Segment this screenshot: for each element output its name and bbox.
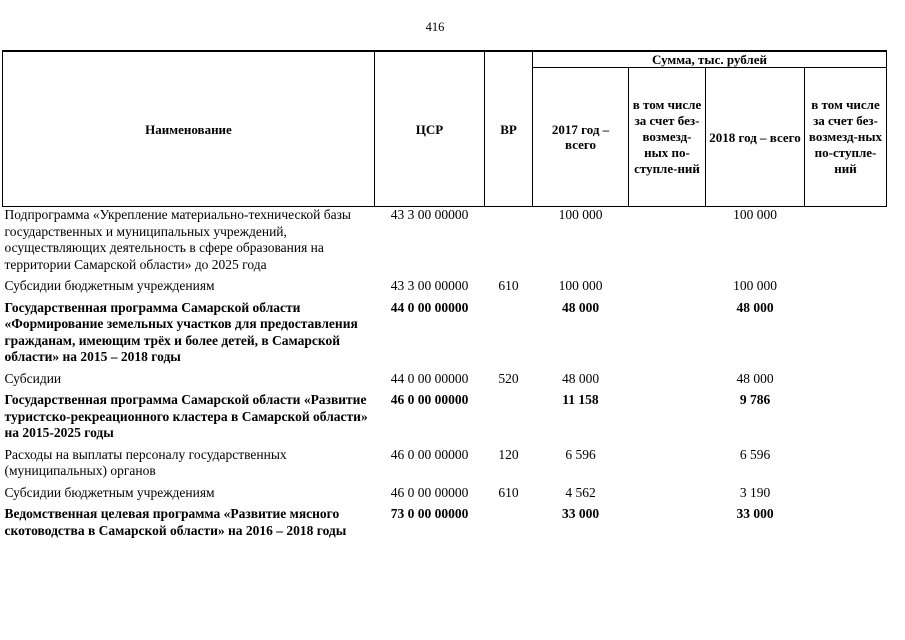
row-name: Подпрограмма «Укрепление материально-технической базы государственных и муниципальных учреждений, осуществляющих деятельность в сфере образования на территории Самарской области» до 2025 года xyxy=(4,207,351,272)
row-2018-total: 100 000 xyxy=(733,207,777,222)
header-2018-grants: в том числе за счет без-возмезд-ных по-ступле-ний xyxy=(805,68,887,207)
row-csr: 46 0 00 00000 xyxy=(390,484,469,500)
row-2018-total: 48 000 xyxy=(736,370,774,386)
row-csr: 46 0 00 00000 xyxy=(390,446,469,462)
row-name: Ведомственная целевая программа «Развитие мясного скотоводства в Самарской области» на 2016 – 2018 годы xyxy=(4,506,347,538)
row-csr: 46 0 00 00000 xyxy=(390,392,469,407)
row-2017-total: 33 000 xyxy=(561,506,600,521)
row-2017-grants xyxy=(629,506,706,544)
row-name: Субсидии бюджетным учреждениям xyxy=(4,484,215,500)
row-2017-total: 4 562 xyxy=(565,484,596,500)
row-csr: 44 0 00 00000 xyxy=(390,370,469,386)
header-2017-grants: в том числе за счет без-возмезд-ных по-ступле-ний xyxy=(629,68,706,207)
page-number: 416 xyxy=(425,20,445,34)
row-2017-grants xyxy=(629,207,706,279)
table-row xyxy=(3,392,887,447)
row-2017-grants xyxy=(629,447,706,485)
row-2017-grants xyxy=(629,278,706,300)
row-2018-grants xyxy=(805,485,887,507)
budget-table xyxy=(2,50,887,544)
row-2017-total: 6 596 xyxy=(565,446,596,462)
row-vr: 120 xyxy=(498,446,519,462)
header-sum-group: Сумма, тыс. рублей xyxy=(533,51,887,68)
row-vr: 610 xyxy=(498,278,519,293)
row-2017-total: 48 000 xyxy=(561,299,600,315)
header-2018-total: 2018 год – всего xyxy=(706,68,805,207)
row-vr: 520 xyxy=(498,370,519,386)
table-row xyxy=(3,371,887,393)
row-name: Субсидии бюджетным учреждениям xyxy=(4,278,215,293)
row-2017-total: 100 000 xyxy=(558,207,603,222)
row-2018-grants xyxy=(805,207,887,279)
row-2018-total: 3 190 xyxy=(739,484,771,500)
row-2017-grants xyxy=(629,392,706,447)
row-2018-grants xyxy=(805,371,887,393)
row-2018-grants xyxy=(805,278,887,300)
row-name: Расходы на выплаты персоналу государственных (муниципальных) органов xyxy=(4,446,287,478)
table-row xyxy=(3,485,887,507)
row-name: Государственная программа Самарской области «Формирование земельных участков для предоставления гражданам, имеющим трёх и более детей, в Самарской области» на 2015 – 2018 годы xyxy=(4,299,358,364)
row-2017-total: 100 000 xyxy=(558,278,603,293)
table-row xyxy=(3,278,887,300)
row-2017-total: 48 000 xyxy=(561,370,600,386)
row-2018-grants xyxy=(805,300,887,371)
row-2018-total: 100 000 xyxy=(733,278,777,293)
header-2017-total: 2017 год – всего xyxy=(533,68,629,207)
table-row xyxy=(3,447,887,485)
row-vr xyxy=(485,207,533,279)
row-csr: 73 0 00 00000 xyxy=(390,506,469,521)
row-csr: 44 0 00 00000 xyxy=(390,299,469,315)
row-2017-grants xyxy=(629,371,706,393)
row-vr: 610 xyxy=(498,484,519,500)
row-vr xyxy=(485,506,533,544)
row-name: Субсидии xyxy=(4,370,62,386)
row-vr xyxy=(485,392,533,447)
header-vr: ВР xyxy=(485,51,533,207)
row-vr xyxy=(485,300,533,371)
row-2018-grants xyxy=(805,392,887,447)
header-name: Наименование xyxy=(3,51,375,207)
row-2018-total: 9 786 xyxy=(739,392,771,407)
row-2018-total: 33 000 xyxy=(736,506,774,521)
row-2018-total: 48 000 xyxy=(736,299,774,315)
row-csr: 43 3 00 00000 xyxy=(390,278,469,293)
row-2018-grants xyxy=(805,506,887,544)
row-2017-grants xyxy=(629,485,706,507)
header-csr: ЦСР xyxy=(375,51,485,207)
row-2017-total: 11 158 xyxy=(562,392,599,407)
row-2017-grants xyxy=(629,300,706,371)
row-2018-total: 6 596 xyxy=(739,446,771,462)
row-name: Государственная программа Самарской области «Развитие туристско-рекреационного кластера в Самарской области» на 2015-2025 годы xyxy=(4,392,368,440)
table-row xyxy=(3,207,887,279)
table-row xyxy=(3,506,887,544)
row-2018-grants xyxy=(805,447,887,485)
row-csr: 43 3 00 00000 xyxy=(390,207,469,222)
table-row xyxy=(3,300,887,371)
